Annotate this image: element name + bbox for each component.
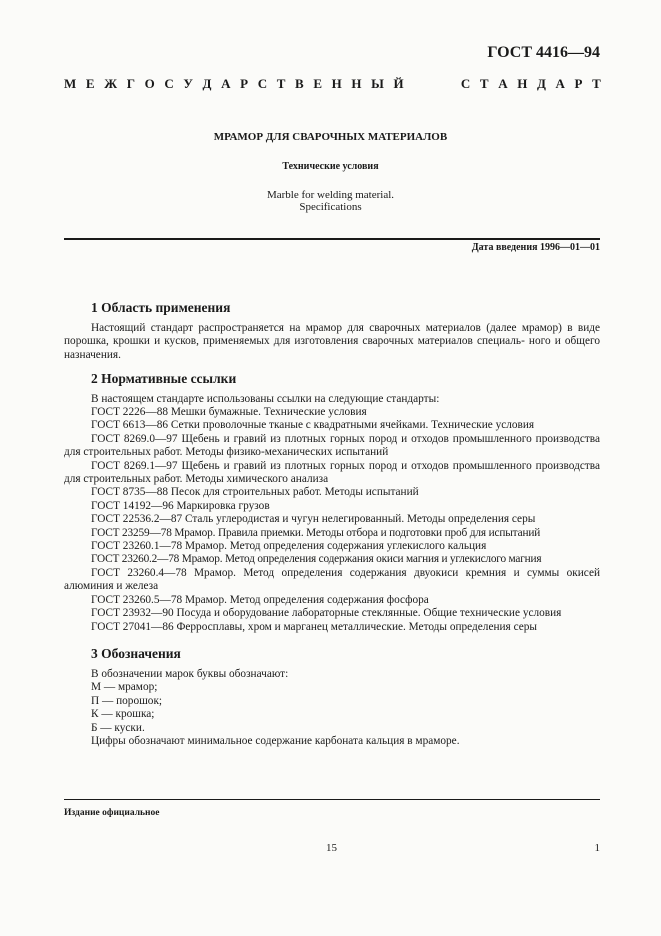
banner-letter: В [295,76,304,91]
reference-item: ГОСТ 23260.4—78 Мрамор. Метод определения содержания двуокиси кремния и суммы окисей алюминия и железа [64,566,600,593]
english-title-line-1: Marble for welding material. [266,189,395,201]
designation-item: Б — куски. [91,721,145,734]
banner-letter: Р [574,76,583,91]
document-title: МРАМОР ДЛЯ СВАРОЧНЫХ МАТЕРИАЛОВ [213,131,448,143]
reference-item: ГОСТ 8269.1—97 Щебень и гравий из плотных горных пород и отходов промышленного производства для строительных работ. Методы химического анализа [64,459,600,486]
page-number-right: 1 [594,842,600,854]
banner-letter: Р [240,76,249,91]
reference-item: ГОСТ 2226—88 Мешки бумажные. Технические условия [91,406,367,418]
section-3-heading: 3 Обозначения [91,646,181,661]
banner-letter: Й [393,76,404,91]
document-subtitle: Технические условия [282,161,379,172]
designation-item: П — порошок; [91,694,163,707]
banner-word-gap [413,76,451,92]
introduction-date: Дата введения 1996—01—01 [471,242,600,253]
header-divider [64,238,600,240]
banner-letter: Д [202,76,212,91]
banner-letter: Т [479,76,489,91]
banner-letter: Т [276,76,286,91]
banner-letter: Е [313,76,322,91]
section-3-block [91,668,600,748]
reference-item: ГОСТ 27041—86 Ферросплавы, хром и марганец металлические. Методы определения серы [91,620,537,633]
banner-letter: Н [351,76,362,91]
banner-letter: Т [592,76,601,91]
section-2-heading: 2 Нормативные ссылки [91,371,237,386]
banner-letter: Ы [371,76,384,91]
reference-item: ГОСТ 23932—90 Посуда и оборудование лабораторные стеклянные. Общие технические условия [91,607,562,620]
reference-item: ГОСТ 8735—88 Песок для строительных работ. Методы испытаний [91,486,419,499]
reference-item: ГОСТ 22536.2—87 Сталь углеродистая и чугун нелегированный. Методы определения серы [91,513,536,526]
designation-item: К — крошка; [91,708,155,721]
banner-letter: Д [536,76,546,91]
reference-item: ГОСТ 23259—78 Мрамор. Правила приемки. Методы отбора и подготовки проб для испытаний [91,526,541,539]
english-title-line-2: Specifications [299,201,362,213]
banner-letter: С [257,76,268,91]
gost-number: ГОСТ 4416—94 [487,44,600,61]
official-edition-label: Издание официальное [64,808,160,818]
section-3-intro: В обозначении марок буквы обозначают: [91,668,289,680]
references-list [64,406,600,634]
reference-item: ГОСТ 8269.0—97 Щебень и гравий из плотных горных пород и отходов промышленного производства для строительных работ. Методы физико-механических испытаний [64,432,600,459]
english-title [0,189,661,213]
reference-item: ГОСТ 23260.1—78 Мрамор. Метод определения содержания углекислого кальция [91,540,487,553]
designation-item: М — мрамор; [91,681,158,694]
reference-item: ГОСТ 23260.5—78 Мрамор. Метод определения содержания фосфора [91,593,429,606]
reference-item: ГОСТ 6613—86 Сетки проволочные тканые с квадратными ячейками. Технические условия [91,419,535,432]
reference-item: ГОСТ 14192—96 Маркировка грузов [91,499,270,512]
banner-letter: Ж [104,76,118,91]
banner-letter: Н [331,76,342,91]
banner-letter: С [460,76,471,91]
section-3-outro: Цифры обозначают минимальное содержание карбоната кальция в мраморе. [91,735,460,748]
banner-letter: Е [85,76,95,91]
banner-letter: М [64,76,77,91]
page-number-center: 15 [326,842,337,854]
banner-letter: А [498,76,508,91]
section-2-intro: В настоящем стандарте использованы ссылки на следующие стандарты: [91,393,440,405]
section-1-text: Настоящий стандарт распространяется на мрамор для сварочных материалов (далее мрамор) в виде порошка, крошки и кусков, применяемых для изготовления сварочных материалов специаль- ного и общего назначения. [64,322,600,361]
banner-letter: С [164,76,174,91]
banner-letter: У [183,76,193,91]
banner-letter: Г [126,76,135,91]
interstate-standard-banner [64,76,601,92]
banner-letter: Н [517,76,528,91]
reference-item: ГОСТ 23260.2—78 Мрамор. Метод определения содержания окиси магния и углекислого магния [91,553,542,566]
banner-letter: О [144,76,155,91]
banner-letter: А [555,76,565,91]
section-1-heading: 1 Область применения [91,300,231,315]
banner-letter: А [221,76,231,91]
footer-divider [64,799,600,800]
